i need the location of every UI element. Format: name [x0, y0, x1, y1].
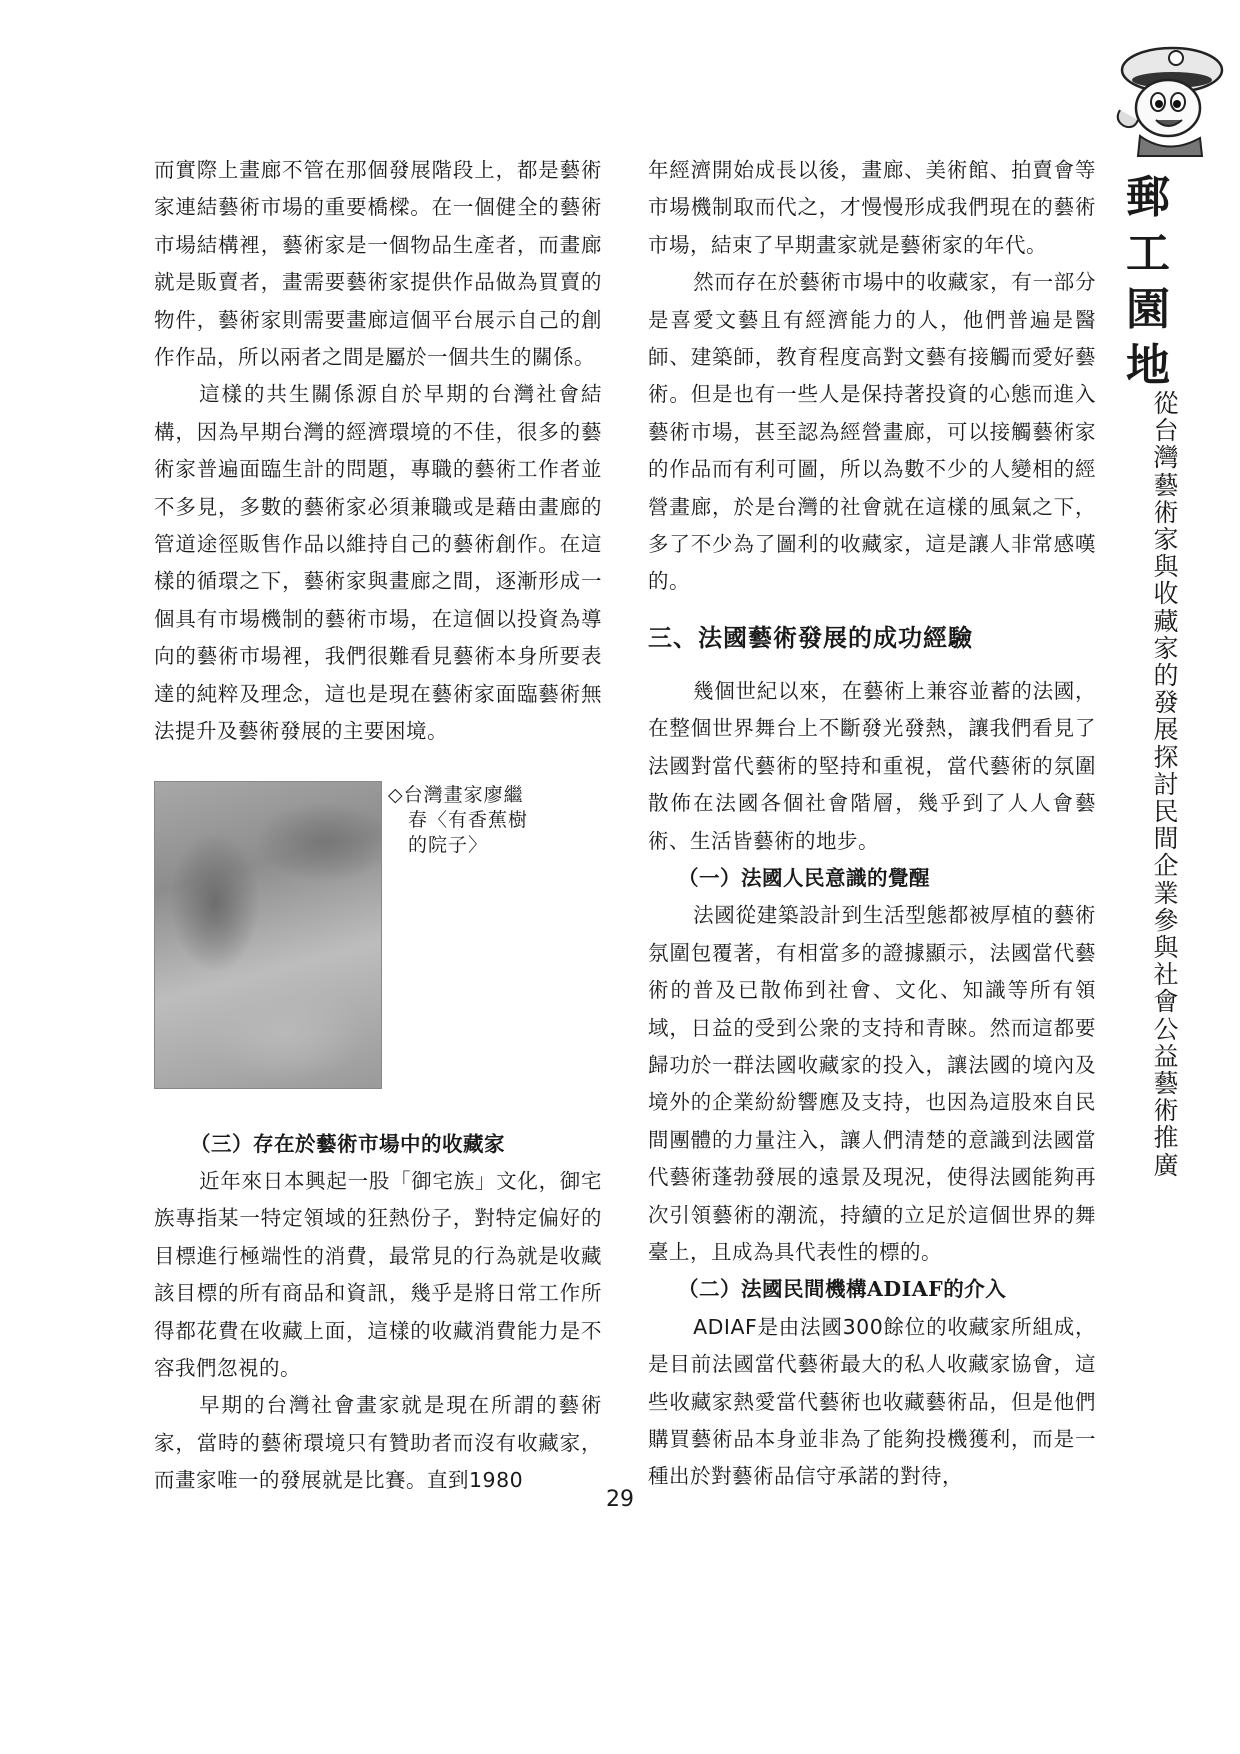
figure: [154, 781, 602, 1126]
section-title: [1118, 170, 1178, 394]
article-title-char: 會: [1153, 987, 1179, 1017]
article-title-char: 藝: [1153, 1069, 1179, 1099]
paragraph: 法國從建築設計到生活型態都被厚植的藝術氛圍包覆著，有相當多的證據顯示，法國當代藝術的普及已散佈到社會、文化、知識等所有領域，日益的受到公衆的支持和青睞。然而這都要歸功於一群法國收藏家的投入，讓法國的境內及境外的企業紛紛響應及支持，也因為這股來自民間團體的力量注入，讓人們清楚的意識到法國當代藝術蓬勃發展的遠景及現況，使得法國能夠再次引領藝術的潮流，持續的立足於這個世界的舞臺上，且成為具代表性的標的。: [648, 903, 1096, 1264]
subheading: （三）存在於藝術市場中的收藏家: [190, 1131, 505, 1156]
article-title-char: 發: [1153, 688, 1179, 718]
article-title-char: 與: [1153, 552, 1179, 582]
article-title-char: 公: [1153, 1014, 1179, 1044]
article-title-char: 台: [1153, 416, 1179, 446]
article-title-char: 益: [1153, 1041, 1179, 1071]
article-title-char: 家: [1153, 633, 1179, 663]
right-column: [648, 152, 1096, 1496]
caption-line: 春〈有香蕉樹: [408, 808, 529, 831]
painting-image: [154, 781, 382, 1089]
subheading: （一）法國人民意識的覺醒: [678, 865, 930, 890]
article-title-char: 民: [1153, 797, 1179, 827]
article-title: [1148, 390, 1184, 1179]
mascot-police-icon: [1110, 40, 1226, 158]
article-title-char: 術: [1153, 497, 1179, 527]
article-title-char: 術: [1153, 1096, 1179, 1126]
article-title-char: 灣: [1153, 443, 1179, 473]
article-title-char: 藝: [1153, 470, 1179, 500]
paragraph: 近年來日本興起一股「御宅族」文化，御宅族專指某一特定領域的狂熱份子，對特定偏好的目標進行極端性的消費，最常見的行為就是收藏該目標的所有商品和資訊，幾乎是將日常工作所得都花費在收藏上面，這樣的收藏消費能力是不容我們忽視的。: [154, 1168, 602, 1380]
section-title-char: 郵: [1126, 172, 1170, 223]
article-title-char: 參: [1153, 905, 1179, 935]
article-title-char: 業: [1153, 878, 1179, 908]
article-title-char: 藏: [1153, 606, 1179, 636]
article-title-char: 間: [1153, 824, 1179, 854]
caption-line: 的院子〉: [408, 833, 489, 856]
caption-line: ◇台灣畫家廖繼: [388, 783, 524, 806]
article-title-char: 探: [1153, 742, 1179, 772]
article-title-char: 從: [1153, 389, 1179, 418]
paragraph: ADIAF是由法國300餘位的收藏家所組成，是目前法國當代藝術最大的私人收藏家協會，這些收藏家熱愛當代藝術也收藏藝術品，但是他們購買藝術品本身並非為了能夠投機獲利，而是一種出於對藝術品信守承諾的對待，: [648, 1314, 1096, 1489]
article-title-char: 收: [1153, 579, 1179, 609]
page-number: 29: [606, 1487, 634, 1512]
article-title-char: 展: [1153, 715, 1179, 745]
article-title-char: 推: [1153, 1123, 1179, 1153]
left-column: [154, 152, 602, 1500]
paragraph: 然而存在於藝術市場中的收藏家，有一部分是喜愛文藝且有經濟能力的人，他們普遍是醫師、建築師，教育程度高對文藝有接觸而愛好藝術。但是也有一些人是保持著投資的心態而進入藝術市場，甚至認為經營畫廊，可以接觸藝術家的作品而有利可圖，所以為數不少的人變相的經營畫廊，於是台灣的社會就在這樣的風氣之下，多了不少為了圖利的收藏家，這是讓人非常感嘆的。: [648, 270, 1096, 594]
article-title-char: 企: [1153, 851, 1179, 881]
subheading: （二）法國民間機構ADIAF的介入: [678, 1277, 1007, 1302]
paragraph: 這樣的共生關係源自於早期的台灣社會結構，因為早期台灣的經濟環境的不佳，很多的藝術家普遍面臨生計的問題，專職的藝術工作者並不多見，多數的藝術家必須兼職或是藉由畫廊的管道途徑販售作品以維持自己的藝術創作。在這樣的循環之下，藝術家與畫廊之間，逐漸形成一個具有市場機制的藝術市場，在這個以投資為導向的藝術市場裡，我們很難看見藝術本身所要表達的純粹及理念，這也是現在藝術家面臨藝術無法提升及藝術發展的主要困境。: [154, 382, 602, 744]
section-title-char: 園: [1126, 284, 1170, 335]
section-title-char: 地: [1126, 340, 1170, 391]
article-title-char: 社: [1153, 960, 1179, 990]
article-title-char: 家: [1153, 525, 1179, 555]
article-title-char: 討: [1153, 769, 1179, 799]
section-title-char: 工: [1126, 228, 1170, 279]
article-title-char: 的: [1153, 661, 1179, 691]
paragraph: 早期的台灣社會畫家就是現在所謂的藝術家，當時的藝術環境只有贊助者而沒有收藏家，而畫家唯一的發展就是比賽。直到1980: [154, 1393, 602, 1493]
paragraph: 年經濟開始成長以後，畫廊、美術館、拍賣會等市場機制取而代之，才慢慢形成我們現在的藝術市場，結束了早期畫家就是藝術家的年代。: [648, 158, 1096, 257]
article-title-char: 廣: [1153, 1150, 1179, 1180]
figure-caption: [388, 783, 578, 858]
section-heading: 三、法國藝術發展的成功經驗: [648, 623, 973, 652]
article-title-char: 與: [1153, 933, 1179, 963]
paragraph: 而實際上畫廊不管在那個發展階段上，都是藝術家連結藝術市場的重要橋樑。在一個健全的藝術市場結構裡，藝術家是一個物品生產者，而畫廊就是販賣者，畫需要藝術家提供作品做為買賣的物件，藝術家則需要畫廊這個平台展示自己的創作作品，所以兩者之間是屬於一個共生的關係。: [154, 158, 602, 370]
paragraph: 幾個世紀以來，在藝術上兼容並蓄的法國，在整個世界舞台上不斷發光發熱，讓我們看見了法國對當代藝術的堅持和重視，當代藝術的氛圍散佈在法國各個社會階層，幾乎到了人人會藝術、生活皆藝術的地步。: [648, 678, 1096, 853]
